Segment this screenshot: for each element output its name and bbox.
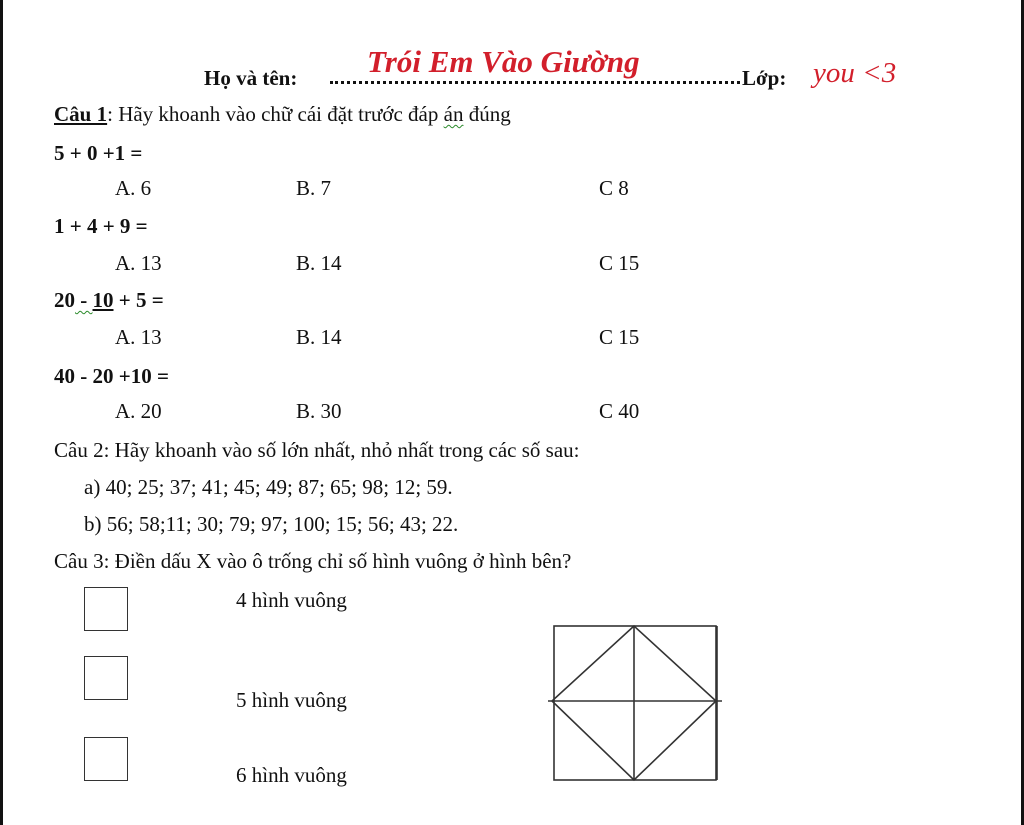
q2-title: Câu 2: Hãy khoanh vào số lớn nhất, nhỏ nhất trong các số sau: — [54, 438, 580, 462]
q1-2-option-c: C 15 — [599, 251, 640, 275]
q1-2-option-b: B. 14 — [296, 251, 342, 275]
q1-expr-3 — [54, 287, 164, 313]
q2-part-b: b) 56; 58;11; 30; 79; 97; 100; 15; 56; 43; 22. — [84, 512, 459, 536]
q2-part-a: a) 40; 25; 37; 41; 45; 49; 87; 65; 98; 12; 59. — [84, 475, 453, 499]
q1-expr-4: 40 - 20 +10 = — [54, 364, 169, 388]
name-value: Trói Em Vào Giường — [367, 44, 640, 79]
checkbox-5-squares[interactable] — [84, 656, 128, 700]
q1-prompt-wavy: án — [443, 102, 464, 126]
choice-5-squares: 5 hình vuông — [236, 688, 347, 712]
squares-figure — [546, 622, 726, 784]
q1-3-option-a: A. 13 — [115, 325, 162, 349]
q1-1-option-b: B. 7 — [296, 176, 332, 200]
class-value: you <3 — [813, 57, 897, 89]
q1-4-option-b: B. 30 — [296, 399, 342, 423]
q1-expr-1: 5 + 0 +1 = — [54, 141, 143, 165]
page-border-left — [0, 0, 3, 825]
q1-expr-3-a: 20 — [54, 288, 75, 312]
q1-1-option-c: C 8 — [599, 176, 629, 200]
name-dotted-line — [330, 81, 740, 84]
q1-3-option-c: C 15 — [599, 325, 640, 349]
q1-4-option-c: C 40 — [599, 399, 640, 423]
q3-title: Câu 3: Điền dấu X vào ô trống chỉ số hình vuông ở hình bên? — [54, 549, 572, 573]
choice-6-squares: 6 hình vuông — [236, 763, 347, 787]
name-label: Họ và tên: — [204, 66, 298, 90]
q1-prompt-end: đúng — [463, 102, 511, 126]
q1-expr-3-b: - — [75, 288, 93, 312]
checkbox-4-squares[interactable] — [84, 587, 128, 631]
q1-prompt: : Hãy khoanh vào chữ cái đặt trước đáp — [107, 102, 439, 126]
q1-title — [54, 101, 511, 127]
q1-1-option-a: A. 6 — [115, 176, 152, 200]
q1-4-option-a: A. 20 — [115, 399, 162, 423]
choice-4-squares: 4 hình vuông — [236, 588, 347, 612]
q1-3-option-b: B. 14 — [296, 325, 342, 349]
q1-2-option-a: A. 13 — [115, 251, 162, 275]
q1-label: Câu 1 — [54, 102, 108, 126]
q1-expr-3-c: 10 — [92, 288, 114, 312]
q1-expr-3-d: + 5 = — [118, 288, 164, 312]
checkbox-6-squares[interactable] — [84, 737, 128, 781]
figure-outer-square — [554, 626, 716, 780]
class-label: Lớp: — [742, 66, 787, 90]
q1-expr-2: 1 + 4 + 9 = — [54, 214, 148, 238]
